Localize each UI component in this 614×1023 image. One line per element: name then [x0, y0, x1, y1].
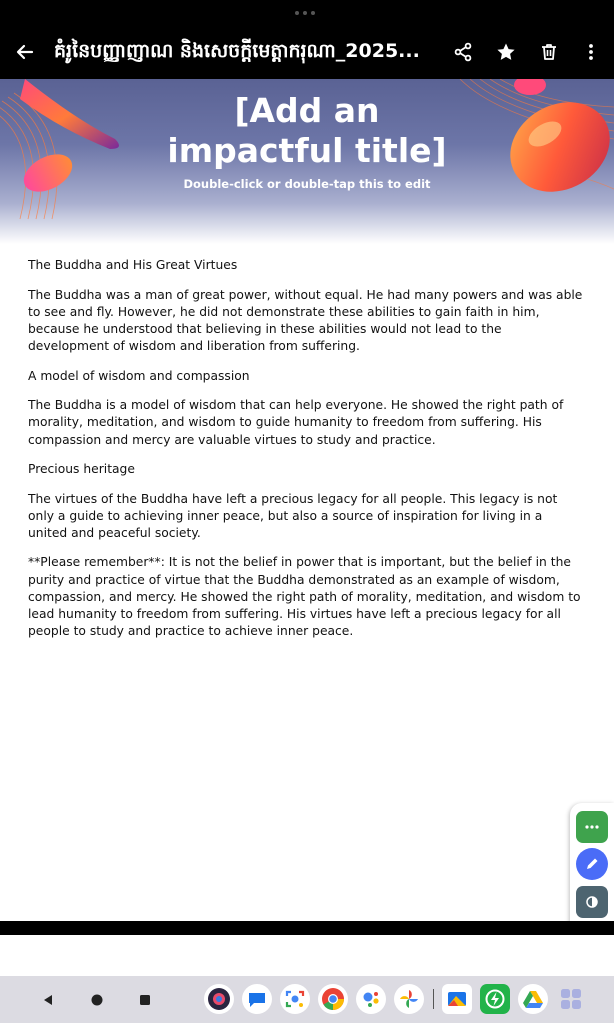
document-title: គំរូនៃបញ្ញាញាណ និងសេចក្តីមេត្តាករុណា_2025... — [54, 40, 420, 62]
banner-edit-hint: Double-click or double-tap this to edit — [183, 177, 431, 191]
paragraph-legacy: The virtues of the Buddha have left a precious legacy for all people. This legacy is not only a guide to achieving inner peace, but also a source of inspiration for living in a united and peaceful society. — [28, 491, 558, 540]
title-banner[interactable] — [0, 79, 614, 244]
photos-app-icon[interactable] — [394, 984, 424, 1014]
system-navigation-bar — [0, 976, 614, 1023]
heading-wisdom-compassion: A model of wisdom and compassion — [28, 368, 250, 383]
pen-icon[interactable] — [576, 848, 608, 880]
banner-title-line-1: [Add an — [234, 91, 380, 130]
bottom-strip — [0, 935, 614, 976]
files-app-icon[interactable] — [442, 984, 472, 1014]
paragraph-great-power: The Buddha was a man of great power, without equal. He had many powers and was able to see and fly. However, he did not demonstrate these abilities to gain faith in him, because he understood that believing in these abilities would not lead to the development of wisdom and liberation from suffering. — [28, 287, 583, 354]
camera-app-icon[interactable] — [204, 984, 234, 1014]
document-body[interactable] — [28, 257, 584, 653]
status-strip — [0, 0, 614, 24]
window-drag-handle[interactable] — [295, 11, 315, 15]
nav-home-icon[interactable] — [86, 989, 108, 1011]
back-arrow-icon[interactable] — [11, 38, 39, 66]
banner-title-line-2: impactful title] — [167, 131, 447, 170]
paragraph-model-of-wisdom: The Buddha is a model of wisdom that can help everyone. He showed the right path of morality, meditation, and wisdom to guide humanity to freedom from suffering. His compassion and mercy are valuable virtues to study and practice. — [28, 398, 564, 447]
app-drawer-icon[interactable] — [556, 984, 586, 1014]
drive-app-icon[interactable] — [518, 984, 548, 1014]
divider-bar — [0, 921, 614, 935]
more-vertical-icon[interactable] — [577, 38, 605, 66]
nav-recents-icon[interactable] — [134, 989, 156, 1011]
assistant-app-icon[interactable] — [356, 984, 386, 1014]
contrast-icon[interactable] — [576, 886, 608, 918]
app-bar — [0, 24, 614, 79]
chrome-app-icon[interactable] — [318, 984, 348, 1014]
star-icon[interactable] — [492, 38, 520, 66]
messages-app-icon[interactable] — [242, 984, 272, 1014]
power-app-icon[interactable] — [480, 984, 510, 1014]
banner-title[interactable] — [0, 91, 614, 171]
nav-back-icon[interactable] — [37, 989, 59, 1011]
delete-icon[interactable] — [535, 38, 563, 66]
paragraph-please-remember: **Please remember**: It is not the belief in power that is important, but the belief in the purity and practice of virtue that the Buddha demonstrated as an example of wisdom, compassion, and mercy. He showed the right path of morality, meditation, and wisdom to lead humanity to freedom from suffering. His virtues have left a precious legacy for all people to study and practice to achieve inner peace. — [28, 555, 581, 639]
dock-separator — [433, 989, 434, 1009]
document-page — [0, 79, 614, 921]
share-icon[interactable] — [449, 38, 477, 66]
more-options-icon[interactable] — [576, 811, 608, 843]
heading-precious-heritage: Precious heritage — [28, 462, 135, 477]
heading-great-virtues: The Buddha and His Great Virtues — [28, 258, 238, 272]
lens-app-icon[interactable] — [280, 984, 310, 1014]
